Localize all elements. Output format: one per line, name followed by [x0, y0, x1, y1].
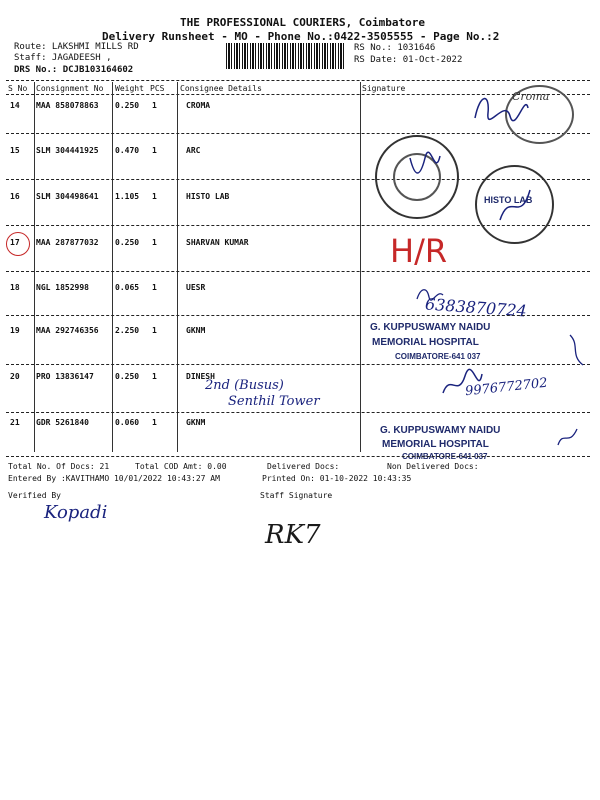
- row-pcs: 1: [152, 101, 157, 110]
- row-pcs: 1: [152, 326, 157, 335]
- row-pcs: 1: [152, 146, 157, 155]
- hospital-stamp-line1: G. KUPPUSWAMY NAIDU: [380, 425, 501, 436]
- row-consignee: GKNM: [186, 418, 206, 427]
- handwritten-address-line1: 2nd (Busus): [205, 378, 284, 393]
- total-cod: Total COD Amt: 0.00: [135, 462, 227, 471]
- row-weight: 0.250: [115, 238, 140, 247]
- rs-date: RS Date: 01-Oct-2022: [354, 55, 463, 65]
- col-signature: Signature: [362, 84, 406, 93]
- row-divider: [6, 133, 590, 134]
- croma-stamp-text: Croma: [512, 90, 550, 103]
- row-consignment: SLM 304441925: [36, 146, 99, 155]
- row-weight: 0.470: [115, 146, 140, 155]
- non-delivered-docs: Non Delivered Docs:: [387, 462, 479, 471]
- row-consignment: MAA 858078863: [36, 101, 99, 110]
- row-sno: 20: [10, 372, 20, 381]
- row-pcs: 1: [152, 372, 157, 381]
- hospital-stamp-line1: G. KUPPUSWAMY NAIDU: [370, 322, 491, 333]
- column-line: [112, 82, 113, 452]
- row-consignment: PRO 13836147: [36, 372, 94, 381]
- row-consignment: SLM 304498641: [36, 192, 99, 201]
- row-consignment: NGL 1852998: [36, 283, 89, 292]
- histo-lab-stamp-text: HISTO LAB: [484, 195, 533, 205]
- handwritten-phone: 6383870724: [424, 294, 528, 321]
- divider: [6, 80, 590, 81]
- row-weight: 0.250: [115, 101, 140, 110]
- col-pcs: PCS: [150, 84, 165, 93]
- row-consignment: GDR 5261840: [36, 418, 89, 427]
- row-pcs: 1: [152, 192, 157, 201]
- col-weight: Weight: [115, 84, 144, 93]
- row-consignee: SHARVAN KUMAR: [186, 238, 249, 247]
- row-sno: 17: [10, 238, 20, 247]
- row-pcs: 1: [152, 238, 157, 247]
- column-line: [360, 82, 361, 452]
- row-sno: 14: [10, 101, 20, 110]
- signature-scribble: [555, 425, 580, 450]
- barcode: [226, 43, 346, 69]
- hospital-stamp-line3: COIMBATORE-641 037: [395, 352, 481, 361]
- signature-scribble: [470, 88, 530, 128]
- row-sno: 15: [10, 146, 20, 155]
- verified-signature: Kopadi: [44, 502, 108, 523]
- row-divider: [6, 456, 590, 457]
- row-divider: [6, 364, 590, 365]
- row-weight: 0.250: [115, 372, 140, 381]
- staff-signature-label: Staff Signature: [260, 491, 333, 500]
- row-weight: 1.105: [115, 192, 140, 201]
- row-consignee: UESR: [186, 283, 206, 292]
- entered-by: Entered By :KAVITHAMO 10/01/2022 10:43:27 AM: [8, 474, 220, 483]
- row-consignee: DINESH: [186, 372, 215, 381]
- report-subtitle: Delivery Runsheet - MO - Phone No.:0422-3505555 - Page No.:2: [102, 30, 500, 43]
- hospital-stamp-line2: MEMORIAL HOSPITAL: [382, 439, 489, 450]
- row-weight: 2.250: [115, 326, 140, 335]
- row-consignment: MAA 292746356: [36, 326, 99, 335]
- column-line: [177, 82, 178, 452]
- column-line: [34, 82, 35, 452]
- col-consignee: Consignee Details: [180, 84, 262, 93]
- row-pcs: 1: [152, 418, 157, 427]
- printed-on: Printed On: 01-10-2022 10:43:35: [262, 474, 412, 483]
- row-weight: 0.060: [115, 418, 140, 427]
- route-label: Route: LAKSHMI MILLS RD: [14, 42, 139, 52]
- row-sno: 19: [10, 326, 20, 335]
- signature-scribble: [415, 285, 445, 303]
- signature-scribble: [565, 330, 590, 370]
- row-consignee: HISTO LAB: [186, 192, 230, 201]
- row-sno: 16: [10, 192, 20, 201]
- signature-scribble: [495, 185, 535, 225]
- col-consignment: Consignment No: [36, 84, 104, 93]
- row-weight: 0.065: [115, 283, 140, 292]
- staff-label: Staff: JAGADEESH ,: [14, 53, 112, 63]
- row-pcs: 1: [152, 283, 157, 292]
- row-sno: 21: [10, 418, 20, 427]
- row-divider: [6, 315, 590, 316]
- hospital-stamp-line2: MEMORIAL HOSPITAL: [372, 337, 479, 348]
- signature-scribble: [405, 148, 445, 183]
- row-divider: [6, 271, 590, 272]
- report-title: THE PROFESSIONAL COURIERS, Coimbatore: [180, 16, 426, 29]
- total-docs: Total No. Of Docs: 21: [8, 462, 110, 471]
- col-sno: S No: [8, 84, 28, 93]
- handwritten-hr-mark: H/R: [390, 232, 448, 270]
- row-sno: 18: [10, 283, 20, 292]
- row-consignee: GKNM: [186, 326, 206, 335]
- row-consignment: MAA 287877032: [36, 238, 99, 247]
- drs-number: DRS No.: DCJB103164602: [14, 65, 134, 75]
- hospital-stamp-line3: COIMBATORE-641 037: [402, 452, 488, 461]
- handwritten-address-line2: Senthil Tower: [228, 394, 320, 409]
- rs-number: RS No.: 1031646: [354, 43, 436, 53]
- delivered-docs: Delivered Docs:: [267, 462, 340, 471]
- row-divider: [6, 412, 590, 413]
- row-consignee: CROMA: [186, 101, 211, 110]
- handwritten-phone-2: 9976772702: [464, 375, 549, 400]
- row-consignee: ARC: [186, 146, 201, 155]
- verified-by-label: Verified By: [8, 491, 61, 500]
- staff-signature: RK7: [265, 520, 321, 550]
- signature-scribble: [440, 368, 485, 403]
